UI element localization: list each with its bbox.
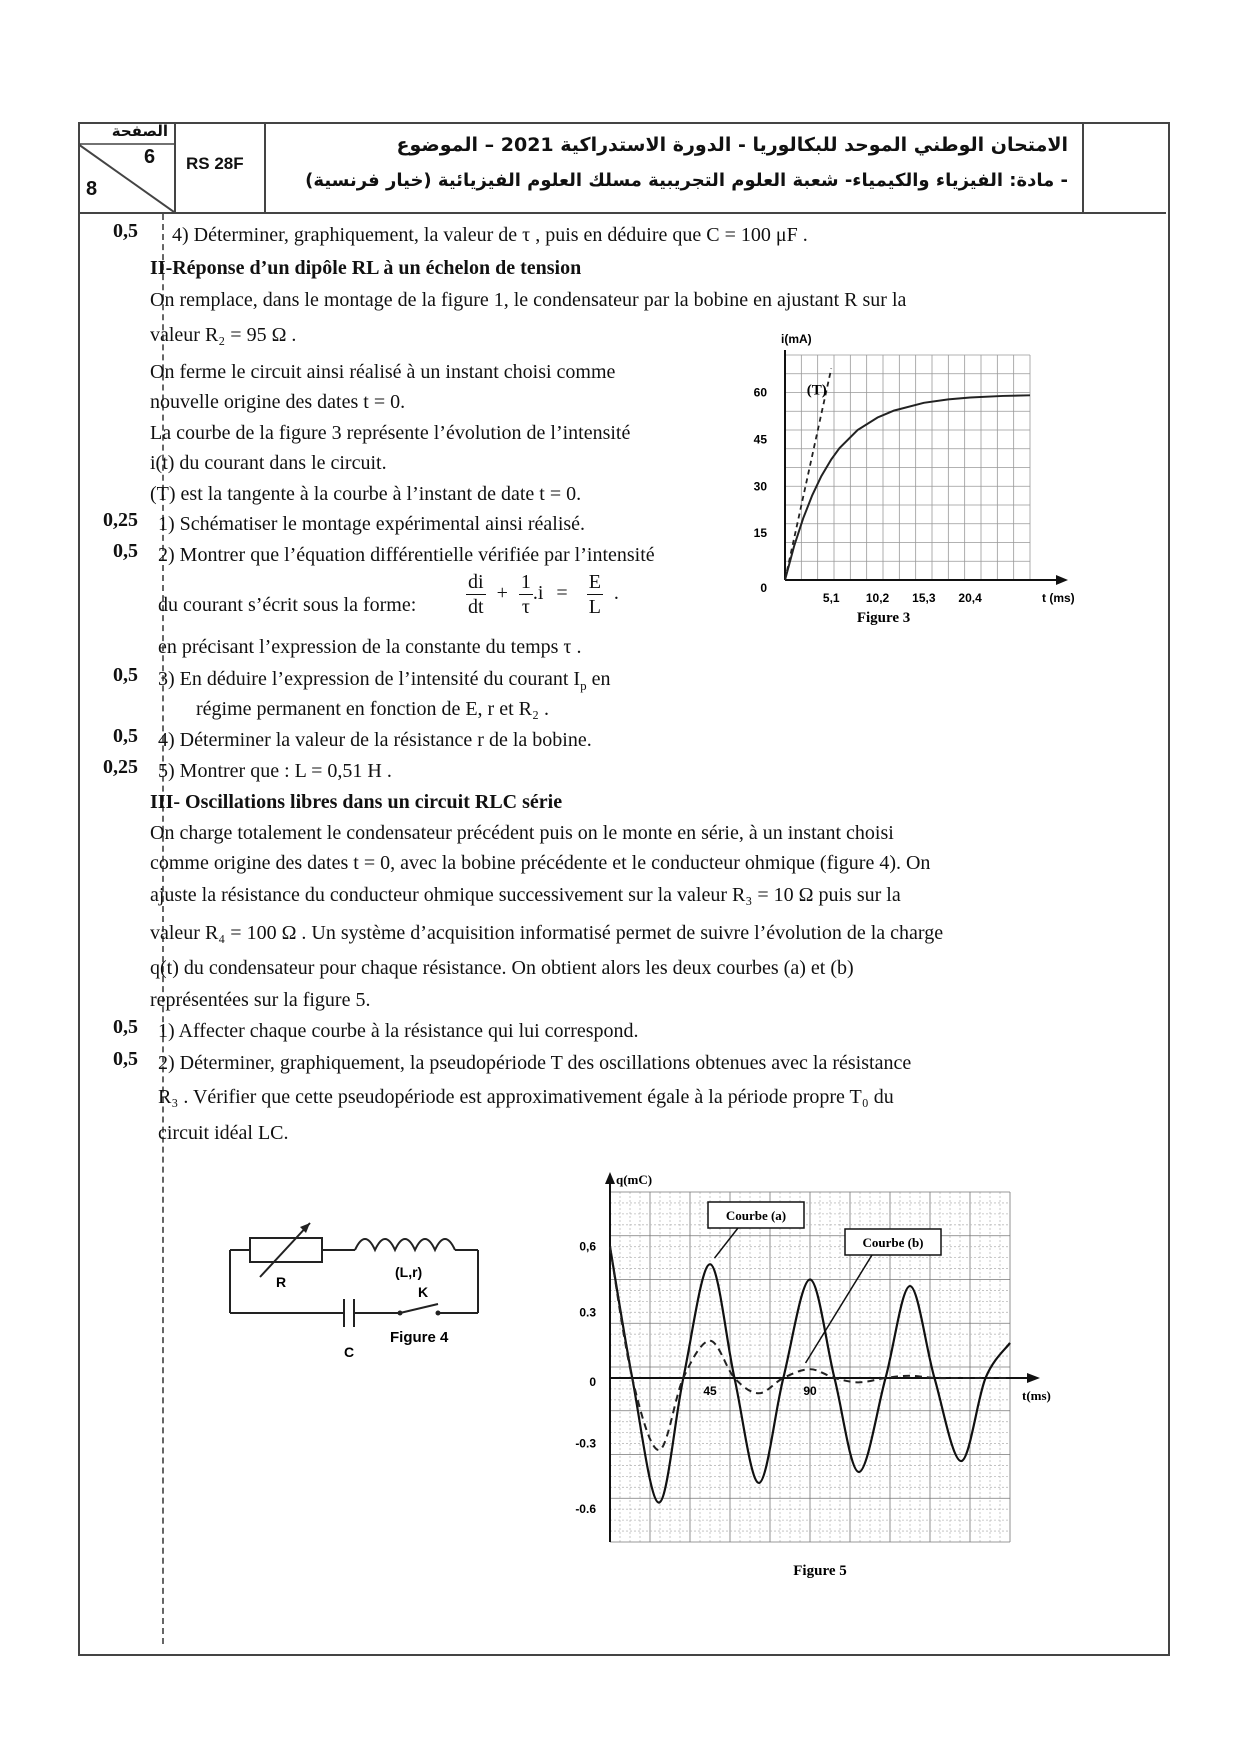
x-tick-label: 45 — [703, 1383, 717, 1398]
x-axis-arrow — [1027, 1373, 1040, 1383]
paragraph-line: q(t) du condensateur pour chaque résistance. On obtient alors les deux courbes (a) et (b) — [150, 957, 854, 979]
curve-i-t — [785, 395, 1030, 580]
paragraph-line: nouvelle origine des dates t = 0. — [150, 391, 406, 413]
paragraph-line: comme origine des dates t = 0, avec la bobine précédente et le conducteur ohmique (figure 4). On — [150, 852, 931, 874]
mark: 0,5 — [113, 1016, 138, 1038]
x-axis-label: t(ms) — [1022, 1387, 1051, 1403]
eq-equals: = — [556, 582, 568, 605]
legend-label-a: Courbe (a) — [725, 1208, 787, 1223]
figure-3-chart — [740, 330, 1100, 680]
label-Lr: (L,r) — [395, 1264, 423, 1280]
q3-text: 3) En déduire l’expression de l’intensité du courant I — [158, 668, 581, 690]
y-tick-label: 45 — [753, 432, 767, 447]
mark: 0,25 — [103, 756, 138, 778]
paragraph-line: On remplace, dans le montage de la figure 1, le condensateur par la bobine en ajustant R sur la — [150, 289, 907, 311]
page-label: الصفحة — [111, 122, 168, 140]
y-tick-label: -0.3 — [575, 1436, 596, 1451]
figure-4-caption: Figure 4 — [390, 1329, 449, 1346]
legend-arrow-a — [714, 1228, 738, 1258]
exam-code: RS 28F — [186, 154, 244, 173]
y-tick-label: -0.6 — [575, 1502, 596, 1517]
legend-arrow-b — [806, 1255, 872, 1363]
question-text: circuit idéal LC. — [158, 1122, 289, 1144]
paragraph-line: i(t) du courant dans le circuit. — [150, 452, 387, 474]
paragraph-line: représentées sur la figure 5. — [150, 989, 371, 1011]
y-axis-arrow — [605, 1172, 615, 1184]
section-title: III- Oscillations libres dans un circuit RLC série — [150, 791, 563, 813]
mark: 0,25 — [103, 509, 138, 531]
question-text: 2) Montrer que l’équation différentielle vérifiée par l’intensité — [158, 544, 655, 566]
y-axis-label: q(mC) — [616, 1172, 653, 1187]
coil-icon — [355, 1239, 455, 1250]
eq-E: E — [588, 571, 601, 593]
y-tick-label: 60 — [753, 385, 767, 400]
code-cell — [174, 122, 266, 212]
figure-4-circuit — [210, 1205, 500, 1375]
tangent-label: (T) — [806, 382, 827, 399]
mark: 0,5 — [113, 1048, 138, 1070]
eq-one: 1 — [520, 571, 531, 593]
y-tick-label: 0,6 — [579, 1239, 596, 1254]
question-text: 4) Déterminer, graphiquement, la valeur de τ , puis en déduire que C = 100 μF . — [172, 224, 808, 246]
label-R: R — [276, 1274, 287, 1290]
tangent-line — [785, 369, 831, 581]
figure-3-caption: Figure 3 — [856, 610, 911, 626]
x-tick-label: 15,3 — [912, 591, 936, 605]
x-tick-label: 90 — [803, 1383, 817, 1398]
total-pages: 8 — [86, 178, 98, 200]
y-tick-label: 0 — [760, 581, 767, 595]
differential-equation — [460, 570, 619, 619]
eq-dot-i: .i — [532, 582, 544, 605]
paragraph-line: On ferme le circuit ainsi réalisé à un instant choisi comme — [150, 361, 616, 383]
mark: 0,5 — [113, 725, 138, 747]
page-number: 6 — [144, 146, 156, 168]
legend-label-b: Courbe (b) — [862, 1235, 924, 1250]
question-text: 1) Affecter chaque courbe à la résistance qui lui correspond. — [158, 1020, 639, 1042]
question-text: 2) Déterminer, graphiquement, la pseudopériode T des oscillations obtenues avec la résistance — [158, 1052, 912, 1074]
figure-5-chart — [560, 1160, 1120, 1600]
eq-dt: dt — [468, 596, 484, 618]
x-tick-label: 5,1 — [822, 591, 840, 605]
q3-after: en — [586, 668, 611, 690]
paragraph-line: valeur R₂ = 95 Ω . — [150, 324, 297, 346]
x-axis-label: t (ms) — [1042, 591, 1075, 605]
header-title-line1: الامتحان الوطني الموحد للبكالوريا - الدورة الاستدراكية 2021 – الموضوع — [396, 134, 1068, 156]
page-counter-cell — [78, 122, 176, 212]
paragraph-line: ajuste la résistance du conducteur ohmique successivement sur la valeur R₃ = 10 Ω puis sur la — [150, 884, 901, 906]
eq-end: . — [613, 582, 619, 605]
question-text: 1) Schématiser le montage expérimental ainsi réalisé. — [158, 513, 586, 535]
eq-di: di — [468, 571, 484, 593]
question-text: en précisant l’expression de la constante du temps τ . — [158, 636, 582, 658]
q3-subscript: p — [580, 678, 587, 693]
y-tick-label: 15 — [753, 526, 767, 541]
mark: 0,5 — [113, 220, 138, 242]
question-text: régime permanent en fonction de E, r et R₂ . — [196, 698, 549, 720]
eq-tau: τ — [521, 596, 530, 618]
section-title: II-Réponse d’un dipôle RL à un échelon de tension — [150, 257, 582, 279]
eq-plus: + — [496, 582, 508, 605]
question-text: R₃ . Vérifier que cette pseudopériode est approximativement égale à la période propre T₀ du — [158, 1086, 894, 1108]
question-text: 5) Montrer que : L = 0,51 H . — [158, 760, 392, 782]
header-empty-cell — [1082, 122, 1168, 212]
y-tick-label: 0 — [589, 1374, 596, 1389]
label-K: K — [418, 1284, 429, 1300]
exam-header — [78, 122, 1166, 214]
mark: 0,5 — [113, 664, 138, 686]
header-title-line2: - مادة: الفيزياء والكيمياء- شعبة العلوم التجريبية مسلك العلوم الفيزيائية (خيار فرنسية) — [305, 170, 1068, 191]
question-text: du courant s’écrit sous la forme: — [158, 594, 417, 616]
y-axis-label: i(mA) — [781, 332, 812, 346]
mark: 0,5 — [113, 540, 138, 562]
figure-5-caption: Figure 5 — [793, 1563, 847, 1579]
question-text: 4) Déterminer la valeur de la résistance r de la bobine. — [158, 729, 592, 751]
y-tick-label: 0.3 — [579, 1305, 596, 1320]
x-tick-label: 20,4 — [958, 591, 982, 605]
paragraph-line: valeur R₄ = 100 Ω . Un système d’acquisition informatisé permet de suivre l’évolution de la charge — [150, 922, 944, 944]
paragraph-line: On charge totalement le condensateur précédent puis on le monte en série, à un instant choisi — [150, 822, 894, 844]
paragraph-line: (T) est la tangente à la courbe à l’instant de date t = 0. — [150, 483, 582, 505]
paragraph-line: La courbe de la figure 3 représente l’évolution de l’intensité — [150, 422, 631, 444]
switch-K — [400, 1304, 438, 1313]
label-C: C — [344, 1344, 355, 1360]
x-axis-arrow — [1056, 575, 1068, 585]
x-tick-label: 10,2 — [865, 591, 890, 605]
eq-L: L — [588, 596, 601, 618]
y-tick-label: 30 — [753, 479, 767, 494]
